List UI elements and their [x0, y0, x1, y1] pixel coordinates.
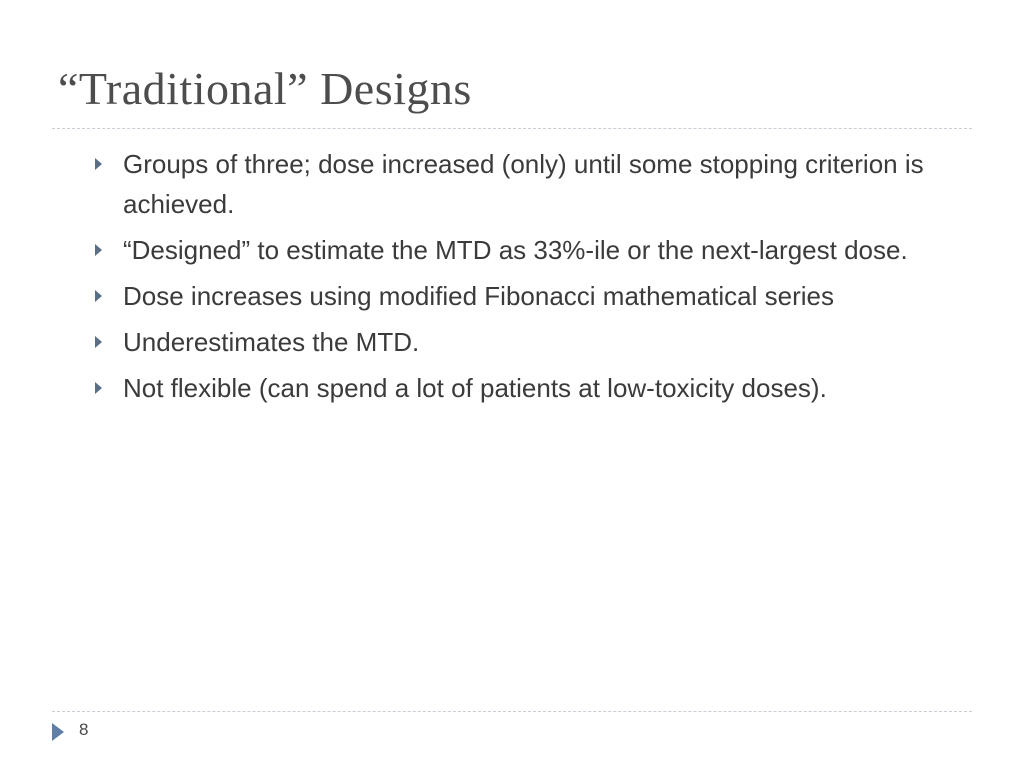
footer-triangle-icon — [52, 723, 64, 741]
bullet-item — [90, 144, 980, 224]
bullet-item — [90, 368, 980, 408]
bullet-text: Groups of three; dose increased (only) until some stopping criterion is achieved. — [123, 149, 924, 219]
triangle-right-icon — [95, 244, 102, 256]
bullet-text: Dose increases using modified Fibonacci mathematical series — [123, 281, 834, 311]
bullet-item — [90, 276, 980, 316]
triangle-right-icon — [95, 336, 102, 348]
footer-divider — [52, 711, 972, 712]
triangle-right-icon — [95, 158, 102, 170]
bullet-list — [90, 144, 980, 414]
bullet-text: Underestimates the MTD. — [123, 327, 420, 357]
slide-title: “Traditional” Designs — [58, 63, 472, 114]
bullet-item — [90, 322, 980, 362]
triangle-right-icon — [95, 290, 102, 302]
bullet-text: “Designed” to estimate the MTD as 33%-ile or the next-largest dose. — [123, 235, 908, 265]
bullet-text: Not flexible (can spend a lot of patients at low-toxicity doses). — [123, 373, 827, 403]
bullet-item — [90, 230, 980, 270]
triangle-right-icon — [95, 382, 102, 394]
title-divider — [52, 128, 972, 129]
page-number: 8 — [79, 720, 89, 739]
